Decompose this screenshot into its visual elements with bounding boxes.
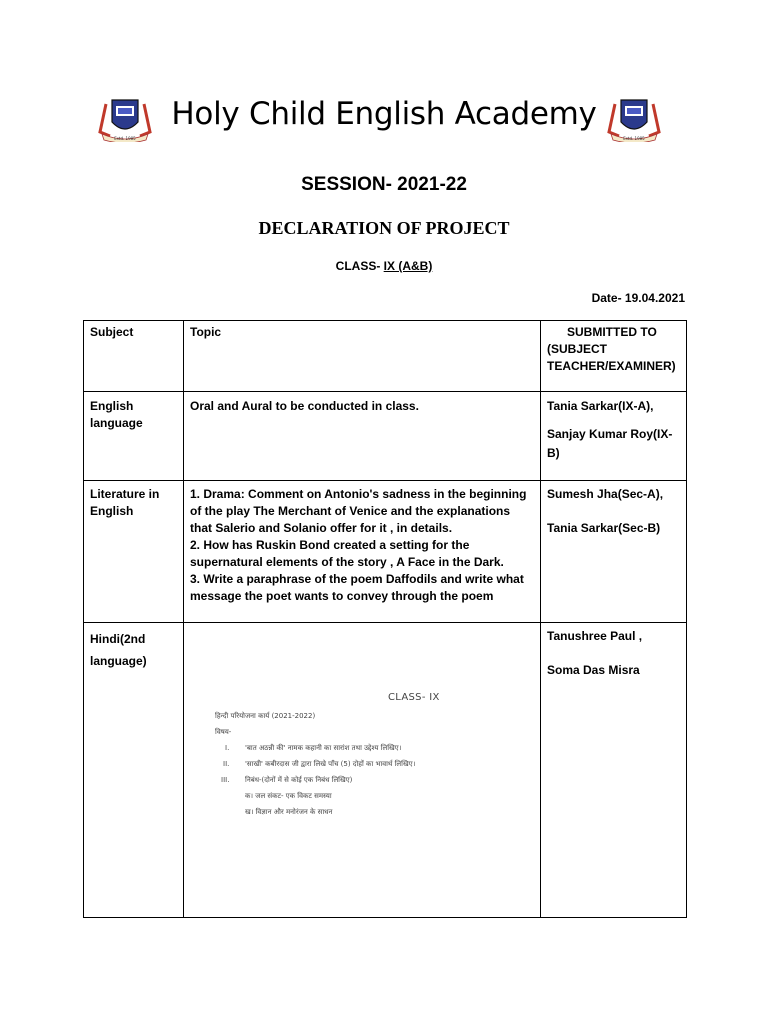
school-name: Holy Child English Academy xyxy=(171,96,597,132)
teacher-name: Soma Das Misra xyxy=(547,663,640,677)
scan-item-num: I. xyxy=(225,744,230,752)
teacher-cell xyxy=(541,392,687,481)
topic-line: 1. Drama: Comment on Antonio's sadness in the beginning of the play The Merchant of Venice and the explanations that Salerio and Solanio offer for it , in details. xyxy=(190,487,527,535)
header-submitted-to-text: SUBMITTED TO (SUBJECT TEACHER/EXAMINER) xyxy=(547,325,676,373)
scan-subject-label: विषय- xyxy=(215,728,232,736)
teacher-name: Tania Sarkar(IX-A), xyxy=(547,399,654,413)
scan-class-label: CLASS- IX xyxy=(388,692,440,703)
scan-item-text: निबंध-(दोनों में से कोई एक निबंध लिखिए) xyxy=(245,776,353,784)
class-prefix: CLASS- xyxy=(335,259,384,273)
table-row xyxy=(84,392,687,481)
scan-option: क। जल संकट- एक विकट समस्या xyxy=(245,792,332,800)
subject-cell: English language xyxy=(84,392,184,481)
svg-text:Estd. 1985: Estd. 1985 xyxy=(623,136,645,141)
scan-item-num: II. xyxy=(223,760,230,768)
header-submitted-to xyxy=(541,321,687,392)
scan-item-text: 'बात अठन्नी की' नामक कहानी का सारांश तथा उद्देश्य लिखिए। xyxy=(245,744,402,752)
table-header-row xyxy=(84,321,687,392)
date-line: Date- 19.04.2021 xyxy=(591,291,685,305)
subject-cell: Hindi(2nd language) xyxy=(84,623,184,918)
topic-cell xyxy=(184,392,541,481)
teacher-name: Tania Sarkar(Sec-B) xyxy=(547,521,661,535)
topic-line: 3. Write a paraphrase of the poem Daffodils and write what message the poet wants to convey through the poem xyxy=(190,572,524,603)
teacher-cell xyxy=(541,481,687,623)
class-line xyxy=(0,259,768,273)
teacher-name: Tanushree Paul , xyxy=(547,629,643,643)
teacher-name: Sumesh Jha(Sec-A), xyxy=(547,487,664,501)
scan-item-num: III. xyxy=(221,776,230,784)
document-title: DECLARATION OF PROJECT xyxy=(258,218,510,238)
header-subject: Subject xyxy=(84,321,184,392)
topic-line: Oral and Aural to be conducted in class. xyxy=(190,399,419,413)
table-row xyxy=(84,481,687,623)
scan-item-text: 'साखी' कबीरदास जी द्वारा लिखे पाँच (5) दोहों का भावार्थ लिखिए। xyxy=(245,760,416,768)
class-value: IX (A&B) xyxy=(383,259,433,273)
scan-option: ख। विज्ञान और मनोरंजन के साधन xyxy=(245,808,333,816)
topic-cell xyxy=(184,481,541,623)
session-heading: SESSION- 2021-22 xyxy=(301,174,467,195)
hindi-project-scan xyxy=(195,690,475,830)
scan-project-title: हिन्दी परियोजना कार्य (2021-2022) xyxy=(215,712,316,720)
teacher-name: Sanjay Kumar Roy(IX-B) xyxy=(547,427,673,460)
teacher-cell xyxy=(541,623,687,918)
svg-text:Estd. 1985: Estd. 1985 xyxy=(114,136,136,141)
subject-cell: Literature in English xyxy=(84,481,184,623)
topic-line: 2. How has Ruskin Bond created a setting for the supernatural elements of the story , A Face in the Dark. xyxy=(190,538,504,569)
header-topic: Topic xyxy=(184,321,541,392)
